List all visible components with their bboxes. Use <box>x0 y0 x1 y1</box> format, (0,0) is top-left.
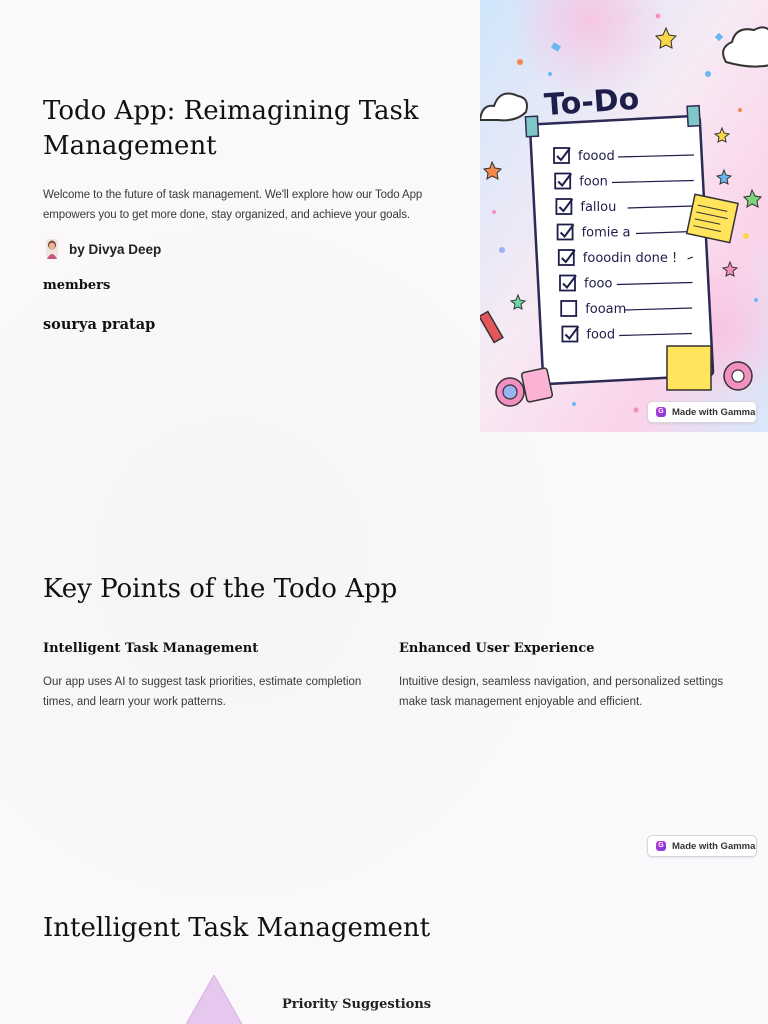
gamma-logo-icon: G <box>656 407 666 417</box>
made-with-gamma-badge[interactable] <box>647 835 757 857</box>
todo-item-label: fallou <box>580 200 617 215</box>
avatar-icon <box>43 239 61 259</box>
todo-item-label: foood <box>578 149 615 164</box>
point-text-ai: Our app uses AI to suggest task priorities, estimate completion times, and learn your work patterns. <box>43 676 362 708</box>
key-points-heading: Key Points of the Todo App <box>43 574 398 604</box>
made-with-gamma-badge[interactable] <box>647 401 757 423</box>
priority-suggestions-label: Priority Suggestions <box>282 997 432 1012</box>
todo-item-label: fooam <box>585 302 627 317</box>
todo-item-label: fooo <box>584 276 613 292</box>
members-heading: members <box>43 278 111 293</box>
point-text-ux: Intuitive design, seamless navigation, and personalized settings make task management enjoyable and efficient. <box>399 676 724 708</box>
intelligent-task-heading: Intelligent Task Management <box>43 913 431 943</box>
flower-icon <box>496 378 524 406</box>
point-heading-ai: Intelligent Task Management <box>43 641 259 656</box>
todo-item-label: food <box>586 327 616 343</box>
flower-icon <box>724 362 752 390</box>
todo-item-label: fomie a <box>581 225 631 241</box>
intro-paragraph: Welcome to the future of task management. We'll explore how our Todo App empowers you to get more done, stay organized, and achieve your goals. <box>43 189 423 221</box>
hero-heading: To-Do <box>543 81 641 124</box>
point-heading-ux: Enhanced User Experience <box>399 641 595 656</box>
gamma-logo-icon: G <box>656 841 666 851</box>
author-name: by Divya Deep <box>69 241 162 257</box>
todo-item-label: foon <box>579 174 608 190</box>
todo-item-label: fooodin done ! <box>582 251 678 266</box>
member-name: sourya pratap <box>43 316 156 333</box>
author-line <box>43 239 161 259</box>
title-heading: Todo App: Reimagining Task Management <box>43 96 419 161</box>
badge-label: Made with Gamma <box>672 406 756 418</box>
badge-label: Made with Gamma <box>672 840 756 852</box>
pyramid-triangle <box>180 975 248 1024</box>
todo-illustration <box>480 0 768 432</box>
